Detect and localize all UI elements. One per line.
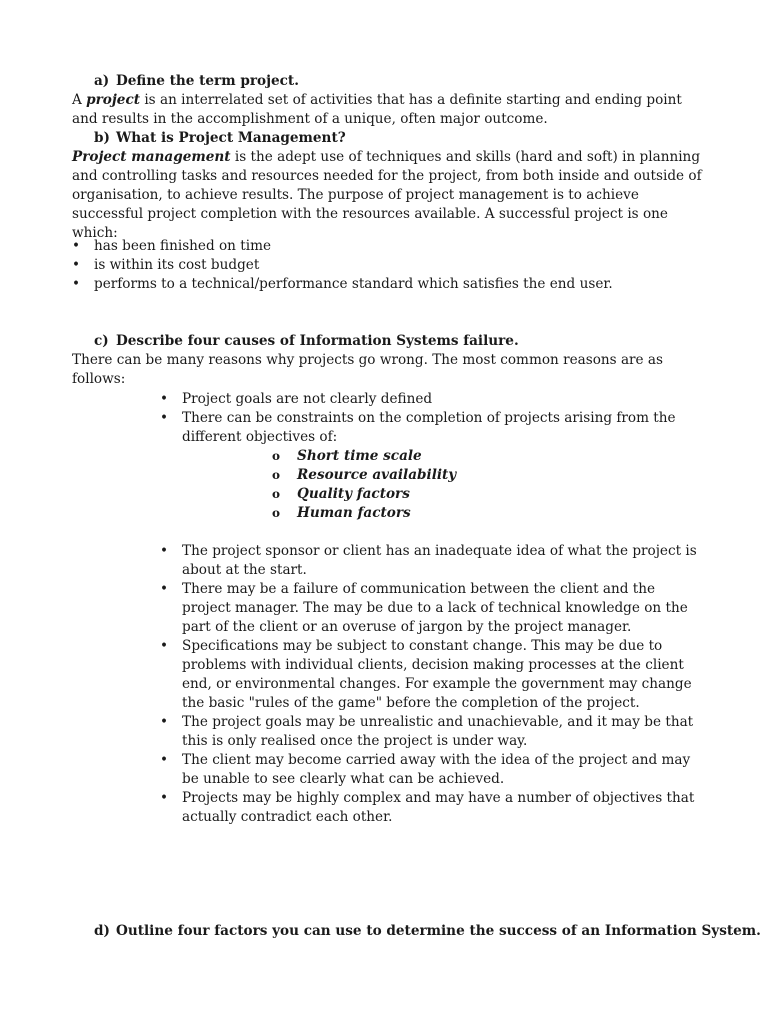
list-item <box>272 466 672 485</box>
failure-causes-list-bottom <box>160 542 700 827</box>
list-item: • There may be a failure of communication between the client and the project manager. The may be due to a lack of technical knowledge on the part of the client or an overuse of jargon by the project manager. <box>160 580 700 637</box>
list-item: • performs to a technical/performance standard which satisfies the end user. <box>72 275 702 294</box>
sub-item-text: Short time scale <box>297 448 422 464</box>
question-c-label: c) <box>94 333 109 349</box>
list-item: • has been finished on time <box>72 237 702 256</box>
definition-prefix: A <box>72 92 87 108</box>
sub-bullet-marker: o <box>272 449 281 463</box>
sub-bullet-marker: o <box>272 487 281 501</box>
project-definition-text: is an interrelated set of activities that has a definite starting and ending point and results in the accomplishment of a unique, often major outcome. <box>72 92 682 127</box>
list-item: • The client may become carried away with the idea of the project and may be unable to see clearly what can be achieved. <box>160 751 700 789</box>
failure-intro: There can be many reasons why projects go wrong. The most common reasons are as follows: <box>72 352 664 387</box>
question-d-label: d) <box>94 923 110 939</box>
list-item: • Projects may be highly complex and may have a number of objectives that actually contradict each other. <box>160 789 700 827</box>
sub-item-text: Resource availability <box>297 467 457 483</box>
term-project-management: Project management <box>72 149 231 165</box>
sub-bullet-marker: o <box>272 468 281 482</box>
list-item: • Project goals are not clearly defined <box>160 390 700 409</box>
term-project: project <box>86 92 140 108</box>
sub-item-text: Quality factors <box>297 486 410 502</box>
question-a-label: a) <box>94 73 110 89</box>
list-item <box>272 447 672 466</box>
failure-causes-list-top <box>160 390 700 447</box>
question-c-heading <box>94 332 519 351</box>
question-b-text: What is Project Management? <box>116 130 346 146</box>
question-a-heading <box>94 72 299 91</box>
question-b-heading <box>94 129 346 148</box>
list-item: • There can be constraints on the completion of projects arising from the different objectives of: <box>160 409 700 447</box>
question-d-heading <box>94 922 761 941</box>
constraint-objectives-list <box>272 447 672 523</box>
question-c-text: Describe four causes of Information Systems failure. <box>116 333 519 349</box>
project-management-definition <box>72 148 702 243</box>
sub-item-text: Human factors <box>297 505 411 521</box>
question-d-text: Outline four factors you can use to determine the success of an Information System. <box>116 923 761 939</box>
list-item: • Specifications may be subject to constant change. This may be due to problems with individual clients, decision making processes at the client end, or environmental changes. For example the government may change the basic "rules of the game" before the completion of the project. <box>160 637 700 713</box>
success-criteria-list <box>72 237 702 294</box>
question-b-label: b) <box>94 130 110 146</box>
list-item: • is within its cost budget <box>72 256 702 275</box>
sub-bullet-marker: o <box>272 506 281 520</box>
project-management-text: is the adept use of techniques and skills (hard and soft) in planning and controlling tasks and resources needed for the project, from both inside and outside of organisation, to achieve results. The purpose of project management is to achieve successful project completion with the resources available. A successful project is one which: <box>72 149 702 241</box>
list-item: • The project sponsor or client has an inadequate idea of what the project is about at the start. <box>160 542 700 580</box>
list-item <box>272 485 672 504</box>
list-item: • The project goals may be unrealistic and unachievable, and it may be that this is only realised once the project is under way. <box>160 713 700 751</box>
list-item <box>272 504 672 523</box>
question-a-text: Define the term project. <box>116 73 299 89</box>
project-definition <box>72 91 702 129</box>
